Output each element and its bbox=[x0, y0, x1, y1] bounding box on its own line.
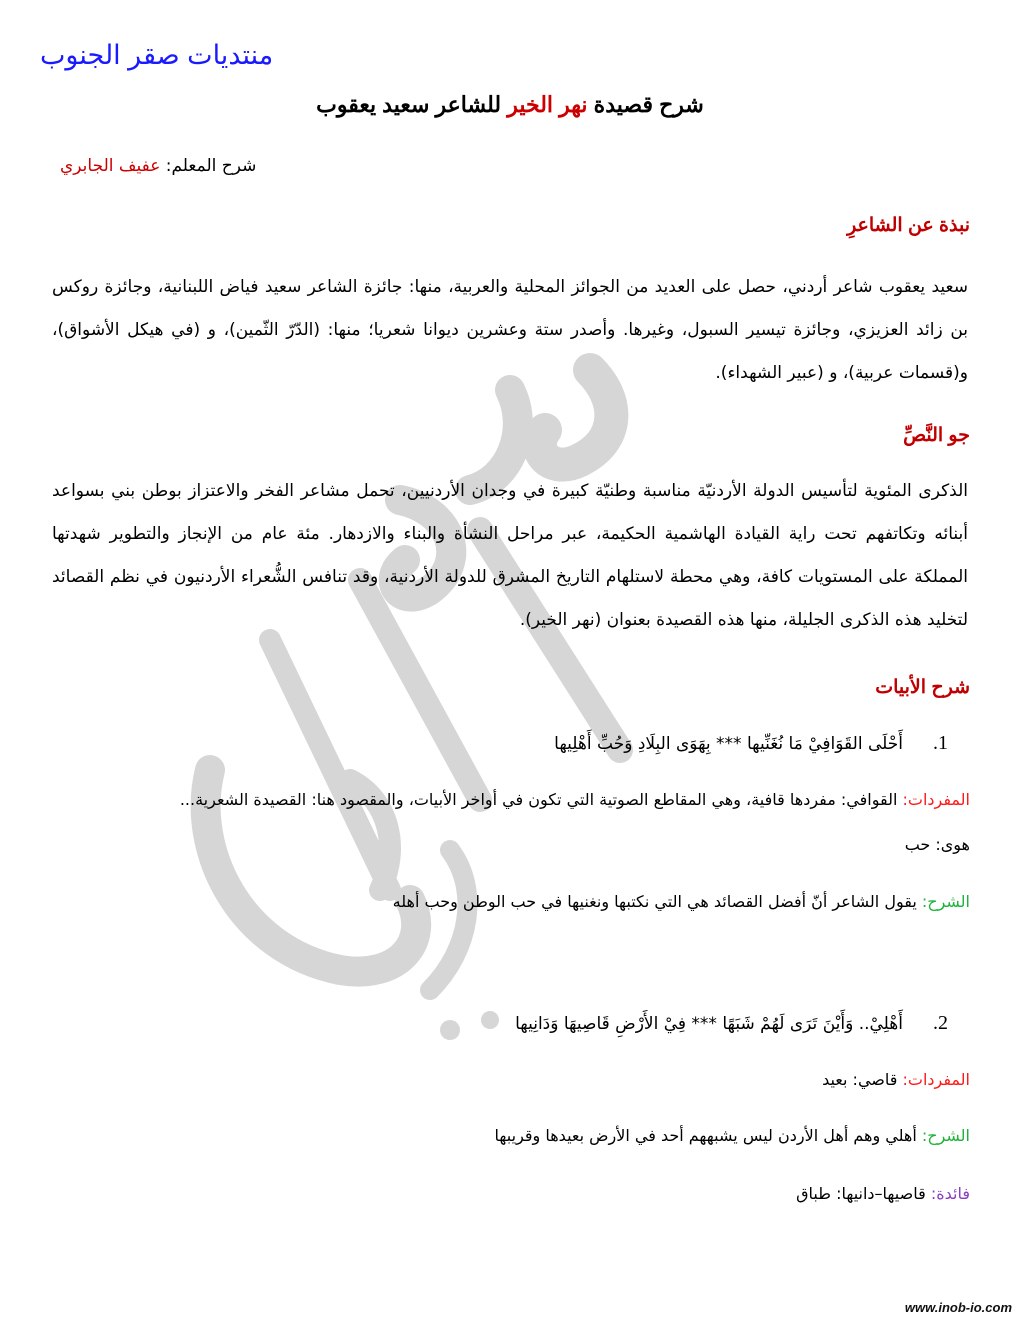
vocab-text: قاصي: بعيد bbox=[822, 1070, 898, 1089]
explanation-text: أهلي وهم أهل الأردن ليس يشبههم أحد في الأرض بعيدها وقريبها bbox=[494, 1126, 917, 1145]
verse-2-explanation bbox=[495, 1126, 970, 1145]
explanation-label: الشرح: bbox=[921, 1126, 970, 1145]
watermark-calligraphy-icon bbox=[150, 330, 670, 1050]
verse-text: أَهْلِيْ.. وَأَيْنَ تَرَى لَهُمْ شَبَهًا *** فِيْ الأَرْضِ قَاصِيهَا وَدَانِيها bbox=[515, 1014, 903, 1034]
footer-website-link[interactable]: www.inob-io.com bbox=[904, 1300, 1012, 1315]
vocab-label: المفردات: bbox=[902, 1070, 970, 1089]
heading-about-poet: نبذة عن الشاعرِ bbox=[847, 215, 970, 236]
teacher-name: عفيف الجابري bbox=[60, 156, 161, 176]
title-prefix: شرح قصيدة bbox=[593, 92, 704, 117]
teacher-credit bbox=[60, 156, 256, 176]
verse-number: 1. bbox=[933, 732, 948, 754]
explanation-label: الشرح: bbox=[921, 892, 970, 911]
title-poem-name: نهر الخير bbox=[507, 92, 588, 117]
title-suffix: للشاعر سعيد يعقوب bbox=[316, 92, 502, 117]
verse-text: أَحْلَى القَوَافِيْ مَا نُغَنِّيها *** بِهَوَى البِلَادِ وَحُبِّ أَهْلِيها bbox=[554, 734, 903, 754]
heading-verses-explanation: شرح الأبيات bbox=[875, 677, 970, 698]
verse-2-note bbox=[796, 1184, 970, 1203]
vocab-text: القوافي: مفردها قافية، وهي المقاطع الصوتية التي تكون في أواخر الأبيات، والمقصود هنا: القصيدة الشعرية... bbox=[179, 790, 898, 809]
site-title: منتديات صقر الجنوب bbox=[40, 40, 274, 70]
explanation-text: يقول الشاعر أنّ أفضل القصائد هي التي نكتبها ونغنيها في حب الوطن وحب أهله bbox=[392, 892, 917, 911]
verse-1-explanation bbox=[393, 892, 970, 911]
note-label: فائدة: bbox=[930, 1184, 970, 1203]
verse-number: 2. bbox=[933, 1012, 948, 1034]
verse-1-vocab-line-2: هوى: حب bbox=[904, 835, 970, 854]
heading-context: جو النَّصِّ bbox=[903, 425, 970, 446]
paragraph-about-poet: سعيد يعقوب شاعر أردني، حصل على العديد من الجوائز المحلية والعربية، منها: جائزة الشاعر سعيد فياض اللبنانية، وجائزة روكس بن زائد العزيزي، وجائزة تيسير السبول، وغيرها. وأصدر ستة وعشرين ديوانا شعريا؛ منها: (الدّرّ الثّمين)، و (في هيكل الأشواق)، و(قسمات عربية)، و (عبير الشهداء). bbox=[52, 277, 968, 383]
verse-1-vocab bbox=[180, 790, 970, 809]
document-title bbox=[0, 92, 1020, 118]
vocab-label: المفردات: bbox=[902, 790, 970, 809]
verse-1 bbox=[554, 732, 948, 755]
note-text: قاصيها–دانيها: طباق bbox=[796, 1184, 926, 1203]
teacher-label: شرح المعلم: bbox=[165, 156, 257, 176]
verse-2-vocab bbox=[822, 1070, 970, 1089]
verse-2 bbox=[515, 1012, 948, 1035]
paragraph-context: الذكرى المئوية لتأسيس الدولة الأردنيّة مناسبة وطنيّة كبيرة في وجدان الأردنيين، تحمل مشاعر الفخر والاعتزاز بوطن بني بسواعد أبنائه وتكاتفهم تحت راية القيادة الهاشمية الحكيمة، عبر مراحل النشأة والبناء والازدهار. مئة عام من الإنجاز والتطوير شهدتها المملكة على المستويات كافة، وهي محطة لاستلهام التاريخ المشرق للدولة الأردنية، وقد تنافس الشُّعراء الأردنيون في نظم القصائد لتخليد هذه الذكرى الجليلة، منها هذه القصيدة بعنوان (نهر الخير). bbox=[52, 481, 968, 630]
